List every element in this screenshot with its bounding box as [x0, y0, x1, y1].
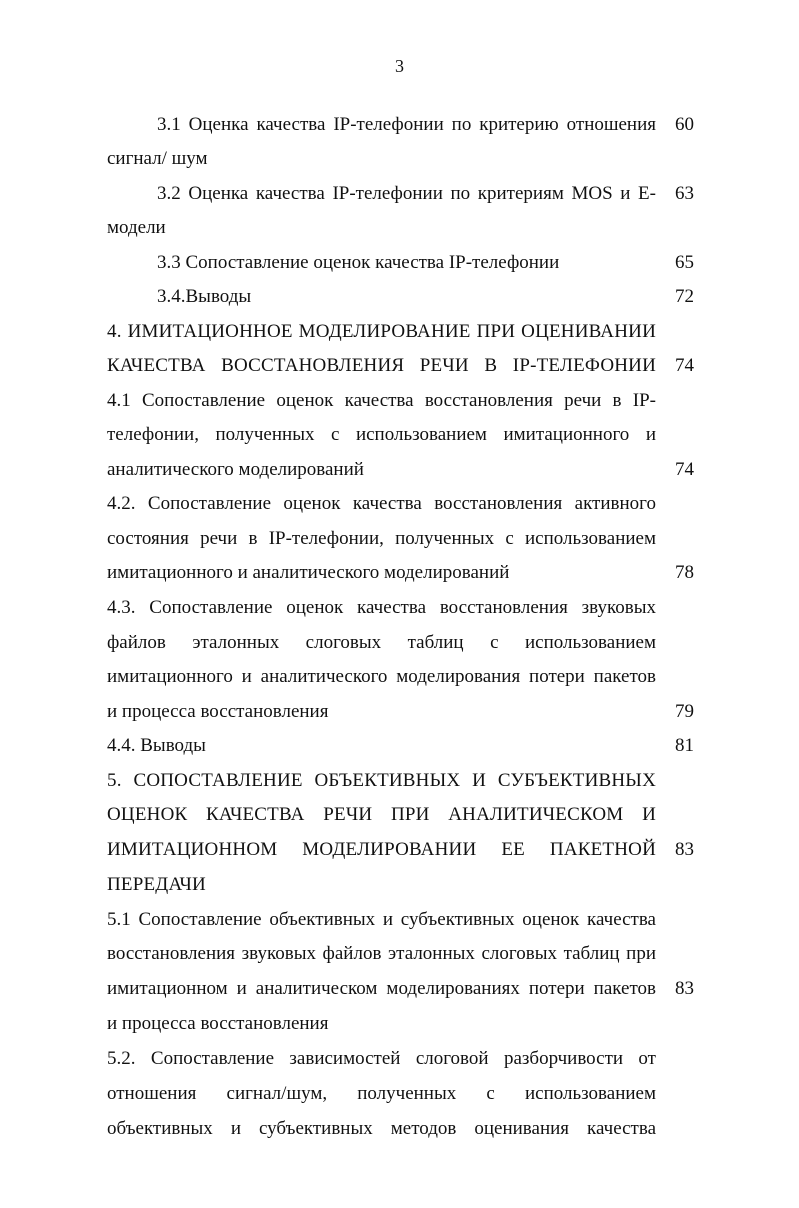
- toc-entry-text: объективных и субъективных методов оценивания качества: [107, 1118, 656, 1139]
- toc-entry-text: 5.2. Сопоставление зависимостей слоговой разборчивости от: [107, 1048, 656, 1069]
- toc-page-number: 72: [675, 286, 694, 307]
- toc-entry-text: сигнал/ шум: [107, 148, 208, 169]
- toc-entry-text: ИМИТАЦИОННОМ МОДЕЛИРОВАНИИ ЕЕ ПАКЕТНОЙ: [107, 839, 656, 860]
- toc-entry-text: ОЦЕНОК КАЧЕСТВА РЕЧИ ПРИ АНАЛИТИЧЕСКОМ И: [107, 804, 656, 825]
- toc-entry-text: КАЧЕСТВА ВОССТАНОВЛЕНИЯ РЕЧИ В IP-ТЕЛЕФОНИИ: [107, 355, 656, 376]
- toc-entry-text: ПЕРЕДАЧИ: [107, 874, 206, 895]
- toc-entry-text: 3.3 Сопоставление оценок качества IP-телефонии: [157, 252, 560, 273]
- toc-page-number: 74: [675, 459, 694, 480]
- toc-entry-text: имитационном и аналитическом моделированиях потери пакетов: [107, 978, 656, 999]
- toc-page-number: 83: [675, 839, 694, 860]
- toc-entry-text: и процесса восстановления: [107, 701, 329, 722]
- toc-entry-text: модели: [107, 217, 166, 238]
- toc-entry-text: 3.1 Оценка качества IP-телефонии по критерию отношения: [157, 114, 656, 135]
- toc-entry-text: отношения сигнал/шум, полученных с использованием: [107, 1083, 656, 1104]
- toc-entry-text: 3.4.Выводы: [157, 286, 252, 307]
- toc-page-number: 83: [675, 978, 694, 999]
- toc-page-number: 74: [675, 355, 694, 376]
- toc-page-number: 65: [675, 252, 694, 273]
- toc-page-number: 63: [675, 183, 694, 204]
- toc-entry-text: и процесса восстановления: [107, 1013, 329, 1034]
- page-number: 3: [395, 56, 404, 76]
- toc-entry-text: телефонии, полученных с использованием имитационного и: [107, 424, 656, 445]
- toc-entry-text: 5.1 Сопоставление объективных и субъективных оценок качества: [107, 909, 656, 930]
- toc-entry-text: состояния речи в IP-телефонии, полученных с использованием: [107, 528, 656, 549]
- toc-entry-text: 4.3. Сопоставление оценок качества восстановления звуковых: [107, 597, 656, 618]
- toc-entry-text: 4. ИМИТАЦИОННОЕ МОДЕЛИРОВАНИЕ ПРИ ОЦЕНИВАНИИ: [107, 321, 656, 342]
- toc-entry-text: 4.4. Выводы: [107, 735, 206, 756]
- toc-entry-text: 5. СОПОСТАВЛЕНИЕ ОБЪЕКТИВНЫХ И СУБЪЕКТИВНЫХ: [107, 770, 656, 791]
- toc-entry-text: восстановления звуковых файлов эталонных слоговых таблиц при: [107, 943, 656, 964]
- toc-entry-text: аналитического моделирований: [107, 459, 364, 480]
- toc-entry-text: 4.2. Сопоставление оценок качества восстановления активного: [107, 493, 656, 514]
- toc-entry-text: имитационного и аналитического моделирования потери пакетов: [107, 666, 656, 687]
- toc-page-number: 81: [675, 735, 694, 756]
- toc-entry-text: 3.2 Оценка качества IP-телефонии по критериям MOS и Е-: [157, 183, 656, 204]
- toc-entry-text: имитационного и аналитического моделирований: [107, 562, 510, 583]
- toc-entry-text: 4.1 Сопоставление оценок качества восстановления речи в IP-: [107, 390, 656, 411]
- toc-page-number: 60: [675, 114, 694, 135]
- toc-page-number: 78: [675, 562, 694, 583]
- toc-entry-text: файлов эталонных слоговых таблиц с использованием: [107, 632, 656, 653]
- toc-page-number: 79: [675, 701, 694, 722]
